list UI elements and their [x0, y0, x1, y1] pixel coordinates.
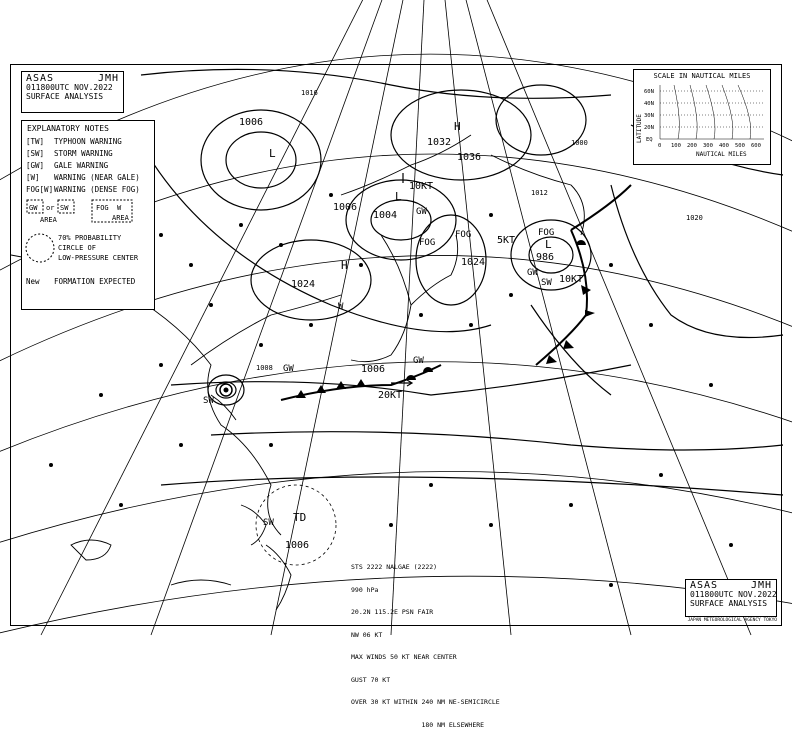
pressure-label: 1006: [333, 202, 358, 213]
scale-x-tick: 400: [719, 143, 729, 149]
legend-text: GALE WARNING: [54, 161, 109, 170]
legend-text: WARNING (NEAR GALE): [54, 173, 140, 182]
scale-x-tick: 500: [735, 143, 745, 149]
warning-label: FOG: [455, 230, 472, 240]
td-pressure: 1006: [285, 540, 310, 551]
motion-arrows: [391, 173, 412, 386]
scale-lat-tick: 30N: [644, 113, 654, 119]
scale-box: [633, 69, 771, 165]
pressure-label: 1006: [239, 117, 264, 128]
legend-area-symbols: [22, 196, 154, 226]
scale-lat-label: LATITUDE: [636, 114, 643, 143]
scale-x-tick: 0: [658, 143, 662, 149]
legend-circle-text: LOW-PRESSURE CENTER: [58, 254, 139, 262]
footer-datetime: 011800UTC NOV.2022: [690, 590, 777, 599]
warning-label: GW: [413, 356, 424, 366]
storm-note: [351, 549, 500, 744]
pressure-label: 1006: [361, 364, 386, 375]
warning-label: GW: [283, 364, 294, 374]
motion-speed: 10KT: [559, 274, 584, 285]
header-office: JMH: [97, 73, 119, 84]
legend-key: FOG[W]: [26, 185, 54, 194]
scale-lat-tick: EQ: [646, 137, 653, 143]
legend-key: [W]: [26, 173, 40, 182]
low-marker: L: [395, 190, 402, 203]
legend-area2-b: W: [117, 204, 122, 212]
warning-label: FOG: [538, 228, 555, 238]
legend-area2-label: AREA: [112, 214, 129, 222]
issuer-label: JAPAN METEOROLOGICAL AGENCY TOKYO: [687, 618, 777, 623]
motion-speed: 5KT: [497, 235, 516, 246]
pressure-label: 1024: [461, 257, 486, 268]
pressure-label: 1020: [686, 214, 703, 222]
warning-label: GW: [527, 268, 538, 278]
footer-box: [685, 579, 777, 617]
header-datetime: 011800UTC NOV.2022: [26, 83, 113, 92]
legend-circle-text: 70% PROBABILITY: [58, 234, 122, 242]
storm-note-line: NW 06 KT: [351, 630, 383, 639]
high-marker: H: [341, 259, 348, 272]
warning-label: SW: [203, 396, 214, 406]
storm-note-line: OVER 30 KT WITHIN 240 NM NE-SEMICIRCLE: [351, 698, 500, 706]
typhoon-symbol: [220, 384, 232, 396]
low-marker: L: [269, 147, 276, 160]
legend-text: TYPHOON WARNING: [54, 137, 122, 146]
legend-text: STORM WARNING: [54, 149, 113, 158]
storm-note-line: 990 hPa: [351, 585, 379, 594]
warning-label: GW: [416, 207, 427, 217]
legend-area1-label: AREA: [40, 216, 57, 224]
legend-new-key: New: [26, 277, 40, 286]
storm-note-line: 180 NM ELSEWHERE: [351, 720, 485, 729]
storm-note-line: MAX WINDS 50 KT NEAR CENTER: [351, 653, 457, 661]
legend-area1-b: SW: [60, 204, 69, 212]
high-marker: H: [454, 120, 461, 133]
warning-label: SW: [263, 518, 274, 528]
warning-label: W: [338, 302, 344, 312]
scale-lat-tick: 40N: [644, 101, 654, 107]
pressure-label: 1036: [457, 152, 482, 163]
legend-circle-text: CIRCLE OF: [58, 244, 96, 252]
legend-title: EXPLANATORY NOTES: [27, 124, 109, 133]
warning-label: SW: [541, 278, 552, 288]
pressure-label: 1012: [531, 189, 548, 197]
motion-speed: 10KT: [409, 181, 434, 192]
pressure-label: 1032: [427, 137, 452, 148]
scale-lat-tick: 20N: [644, 125, 654, 131]
motion-speed: 20KT: [378, 390, 403, 401]
scale-x-tick: 100: [671, 143, 681, 149]
legend-new-text: FORMATION EXPECTED: [54, 277, 136, 286]
legend-key: [TW]: [26, 137, 45, 146]
scale-graph: [634, 81, 770, 161]
storm-note-line: GUST 70 KT: [351, 675, 391, 684]
scale-x-label: NAUTICAL MILES: [696, 151, 747, 158]
storm-note-line: STS 2222 NALGAE (2222): [351, 563, 438, 571]
scale-lat-tick: 60N: [644, 89, 654, 95]
low-marker: L: [545, 238, 552, 251]
legend-box: [21, 120, 155, 310]
legend-key: [GW]: [26, 161, 45, 170]
footer-office: JMH: [750, 580, 772, 591]
scale-x-tick: 300: [703, 143, 713, 149]
pressure-label: 1008: [256, 364, 273, 372]
legend-area1-a: GW: [29, 204, 38, 212]
td-label: TD: [293, 511, 307, 524]
storm-note-line: 20.2N 115.2E PSN FAIR: [351, 608, 434, 616]
pressure-label: 1016: [301, 89, 318, 97]
pressure-label: 986: [536, 252, 555, 263]
pressure-label: 1024: [291, 279, 316, 290]
legend-key: [SW]: [26, 149, 45, 158]
scale-x-tick: 600: [751, 143, 761, 149]
pressure-label: 1000: [571, 139, 588, 147]
scale-x-tick: 200: [687, 143, 697, 149]
legend-text: WARNING (DENSE FOG): [54, 185, 140, 194]
footer-agency: ASAS: [690, 580, 719, 591]
header-box: [21, 71, 124, 113]
scale-title: SCALE IN NAUTICAL MILES: [653, 72, 751, 80]
pressure-label: 1004: [373, 210, 398, 221]
warning-label: FOG: [419, 238, 436, 248]
footer-title: SURFACE ANALYSIS: [690, 599, 768, 608]
weather-chart: [10, 64, 782, 729]
header-title: SURFACE ANALYSIS: [26, 92, 104, 101]
header-agency: ASAS: [26, 73, 55, 84]
legend-probability-circle: [22, 226, 154, 276]
legend-area2-a: FOG: [96, 204, 109, 212]
legend-area1-or: or: [46, 204, 55, 212]
